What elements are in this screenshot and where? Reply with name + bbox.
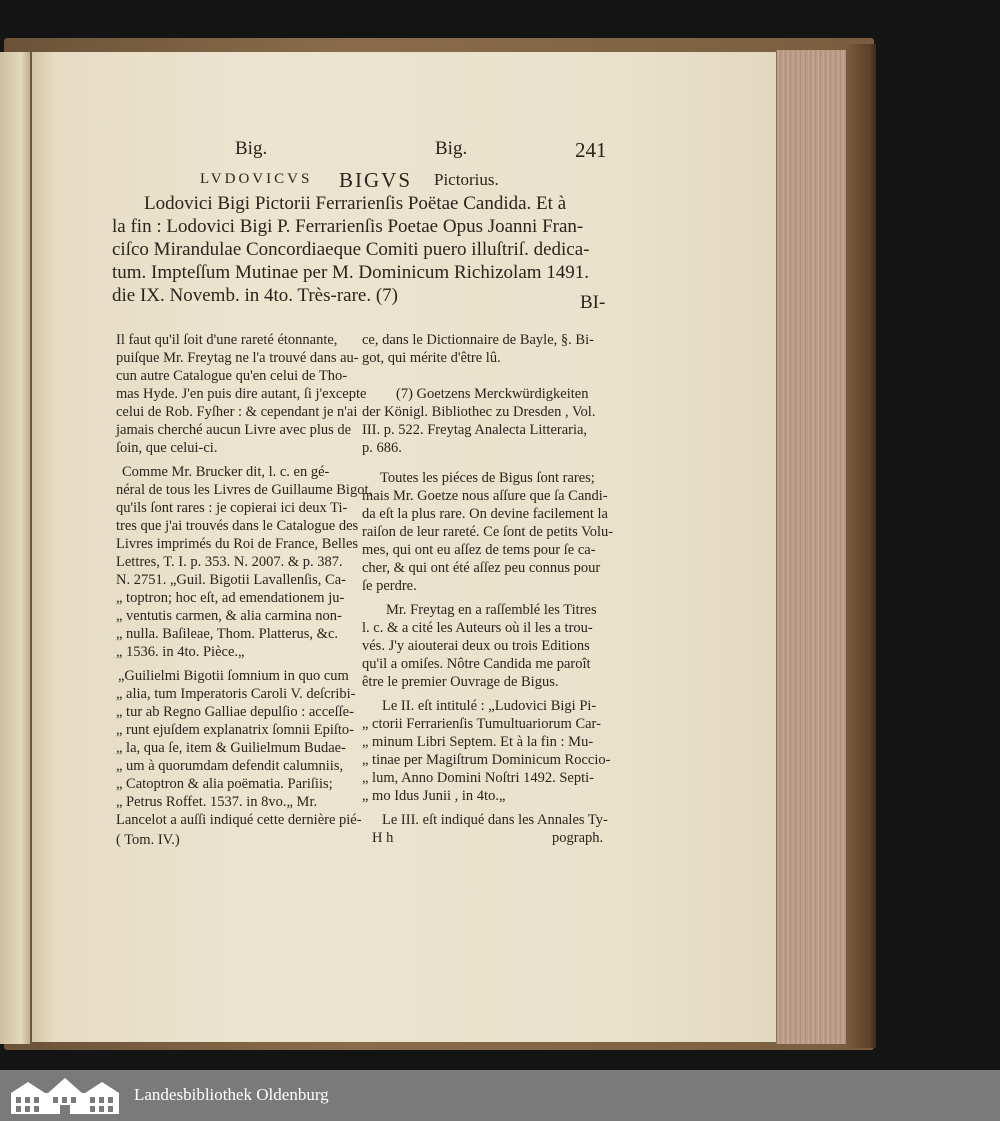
left-col-line: „ um à quorumdam defendit calumniis, — [116, 758, 344, 774]
left-page-edge — [0, 52, 30, 1044]
right-col-line: ce, dans le Dictionnaire de Bayle, §. Bi- — [362, 332, 594, 348]
left-col-line: „ nulla. Baſileae, Thom. Platterus, &c. — [116, 626, 339, 642]
footnote-line: p. 686. — [362, 440, 402, 456]
left-col-line: „ la, qua ſe, item & Guilielmum Budae- — [116, 740, 346, 756]
running-header-left: Big. — [235, 138, 268, 159]
right-col-line: cher, & qui ont été aſſez peu connus pour — [362, 560, 601, 576]
title-first-name: LVDOVICVS — [200, 171, 313, 187]
right-col-line: vés. J'y aiouterai deux ou trois Editions — [362, 638, 590, 654]
right-col-line: da eſt la plus rare. On devine facilement la — [362, 506, 608, 522]
left-col-line: „ 1536. in 4to. Pièce.„ — [116, 644, 245, 660]
right-col-line: „ minum Libri Septem. Et à la fin : Mu- — [362, 734, 594, 750]
title-surname: BIGVS — [339, 168, 413, 192]
left-col-line: Livres imprimés du Roi de France, Belles — [116, 536, 359, 552]
right-col-line: l. c. & a cité les Auteurs où il les a trou- — [362, 620, 593, 636]
page-fore-edge — [776, 50, 847, 1044]
right-col-line: mais Mr. Goetze nous aſſure que ſa Candi- — [362, 488, 608, 504]
entry-line: la fin : Lodovici Bigi P. Ferrarienſis Poetae Opus Joanni Fran- — [112, 216, 584, 237]
left-col-line: „ toptron; hoc eſt, ad emendationem ju- — [116, 590, 345, 606]
right-col-line: Le III. eſt indiqué dans les Annales Ty- — [382, 812, 608, 828]
left-col-line: néral de tous les Livres de Guillaume Bigot, — [116, 482, 373, 498]
right-col-line: raiſon de leur rareté. Ce ſont de petits Volu- — [362, 524, 614, 540]
right-col-line: „ tinae per Magiſtrum Dominicum Roccio- — [362, 752, 611, 768]
entry-line: tum. Impteſſum Mutinae per M. Dominicum Richizolam 1491. — [112, 262, 590, 283]
entry-line: ciſco Mirandulae Concordiaeque Comiti puero illuſtriſ. dedica- — [112, 239, 590, 260]
right-col-line: être le premier Ouvrage de Bigus. — [362, 674, 559, 690]
right-col-line: Mr. Freytag en a raſſemblé les Titres — [386, 602, 597, 618]
library-footer — [0, 1070, 1000, 1121]
left-col-line: „ Petrus Roffet. 1537. in 8vo.„ Mr. — [116, 794, 318, 810]
left-col-line: cun autre Catalogue qu'en celui de Tho- — [116, 368, 348, 384]
right-col-line: „ lum, Anno Domini Noſtri 1492. Septi- — [362, 770, 594, 786]
entry-line: die IX. Novemb. in 4to. Très-rare. (7) — [112, 285, 399, 306]
left-col-line: qu'ils ſont rares : je copierai ici deux Ti- — [116, 500, 348, 516]
left-col-line: mas Hyde. J'en puis dire autant, ſi j'excepte — [116, 386, 367, 402]
right-col-line: Le II. eſt intitulé : „Ludovici Bigi Pi- — [382, 698, 597, 714]
left-col-line: „Guilielmi Bigotii ſomnium in quo cum — [118, 668, 349, 684]
footnote-line: III. p. 522. Freytag Analecta Litteraria, — [362, 422, 588, 438]
cover-edge — [846, 44, 876, 1048]
left-col-line: jamais cherché aucun Livre avec plus de — [116, 422, 352, 438]
library-name: Landesbibliothek Oldenburg — [134, 1085, 329, 1104]
book-page — [32, 52, 776, 1042]
left-col-line: Comme Mr. Brucker dit, l. c. en gé- — [122, 464, 330, 480]
right-col-line: qu'il a omiſes. Nôtre Candida me paroît — [362, 656, 591, 672]
left-col-line: „ runt ejuſdem explanatrix ſomnii Epiſto- — [116, 722, 354, 738]
right-col-line: got, qui mérite d'être lû. — [362, 350, 501, 366]
catchword-top: BI- — [580, 292, 606, 313]
volume-note: ( Tom. IV.) — [116, 832, 180, 848]
left-col-line: „ ventutis carmen, & alia carmina non- — [116, 608, 342, 624]
signature-mark: H h — [372, 830, 394, 846]
left-col-line: tres que j'ai trouvés dans le Catalogue des — [116, 518, 359, 534]
footnote-line: (7) Goetzens Merckwürdigkeiten — [396, 386, 589, 402]
left-col-line: „ tur ab Regno Galliae depulſio : acceſſe- — [116, 704, 354, 720]
left-col-line: „ alia, tum Imperatoris Caroli V. deſcribi- — [116, 686, 356, 702]
running-header-center: Big. — [435, 138, 468, 159]
right-col-line: mes, qui ont eu aſſez de tems pour ſe ca- — [362, 542, 596, 558]
footnote-line: der Königl. Bibliothec zu Dresden , Vol. — [362, 404, 596, 420]
right-col-line: „ ctorii Ferrarienſis Tumultuariorum Car- — [362, 716, 601, 732]
right-col-line: Toutes les piéces de Bigus ſont rares; — [380, 470, 595, 486]
title-role: Pictorius. — [434, 170, 499, 189]
left-col-line: „ Catoptron & alia poëmatia. Pariſiis; — [116, 776, 333, 792]
right-col-line: ſe perdre. — [362, 578, 417, 594]
entry-line: Lodovici Bigi Pictorii Ferrarienſis Poëtae Candida. Et à — [144, 193, 567, 214]
left-col-line: celui de Rob. Fyſher : & cependant je n'ai — [116, 404, 358, 420]
left-col-line: ſoin, que celui-ci. — [116, 440, 218, 456]
left-col-line: N. 2751. „Guil. Bigotii Lavallenſis, Ca- — [116, 572, 346, 588]
right-col-line: „ mo Idus Junii , in 4to.„ — [362, 788, 506, 804]
catchword-bottom: pograph. — [552, 830, 604, 846]
left-col-line: puiſque Mr. Freytag ne l'a trouvé dans au- — [116, 350, 359, 366]
library-building-logo-icon — [8, 1076, 122, 1116]
left-col-line: Lettres, T. I. p. 353. N. 2007. & p. 387. — [116, 554, 343, 570]
page-number: 241 — [575, 138, 607, 162]
left-col-line: Il faut qu'il ſoit d'une rareté étonnante, — [116, 332, 338, 348]
left-col-line: Lancelot a auſſi indiqué cette dernière pié- — [116, 812, 362, 828]
